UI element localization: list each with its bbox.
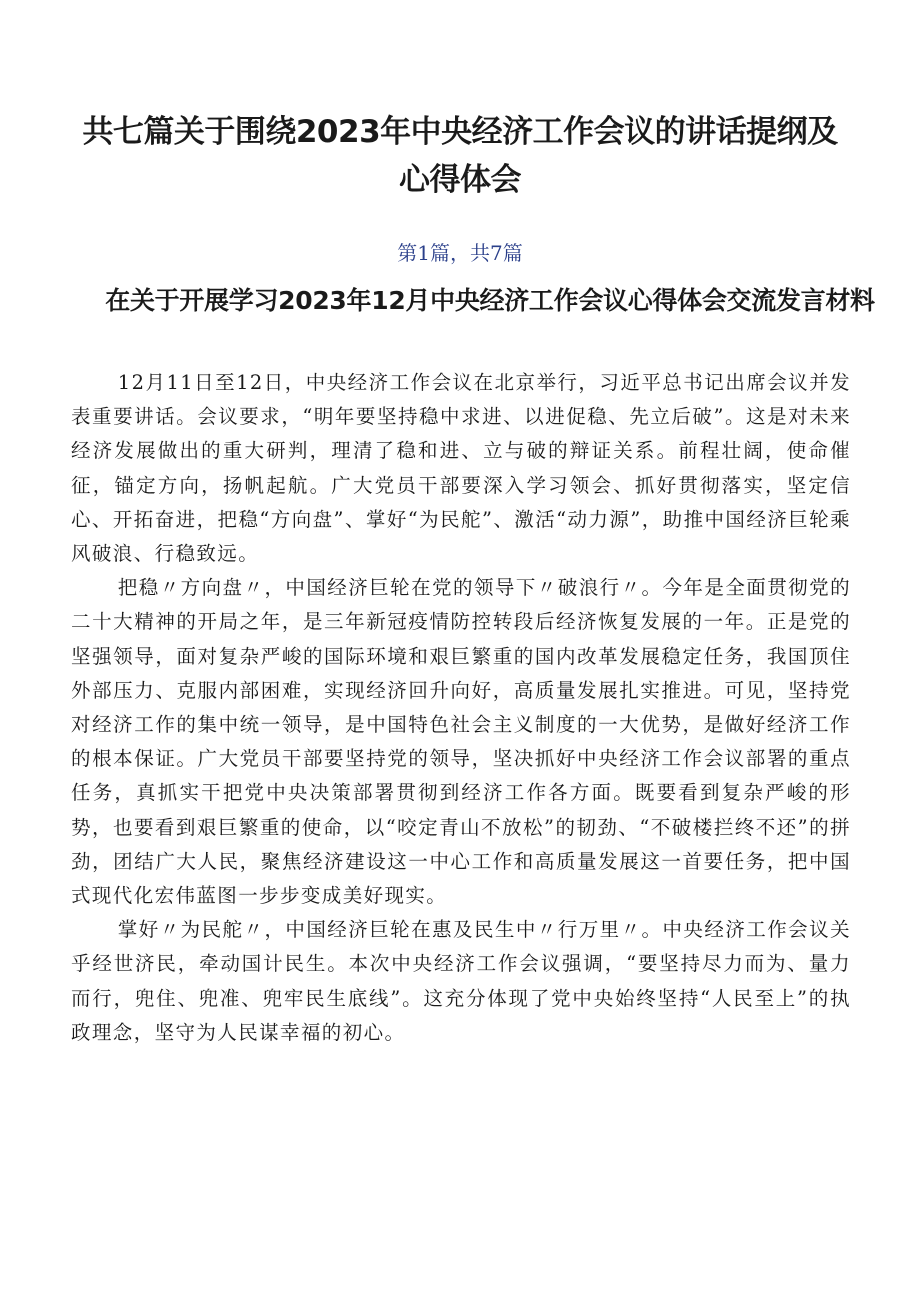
paragraph: 把稳〃方向盘〃，中国经济巨轮在党的领导下〃破浪行〃。今年是全面贯彻党的二十大精神的开局之年，是三年新冠疫情防控转段后经济恢复发展的一年。正是党的坚强领导，面对复杂严峻的国际环境和艰巨繁重的国内改革发展稳定任务，我国顶住外部压力、克服内部困难，实现经济回升向好，高质量发展扎实推进。可见，坚持党对经济工作的集中统一领导，是中国特色社会主义制度的一大优势，是做好经济工作的根本保证。广大党员干部要坚持党的领导，坚决抓好中央经济工作会议部署的重点任务，真抓实干把党中央决策部署贯彻到经济工作各方面。既要看到复杂严峻的形势，也要看到艰巨繁重的使命，以“咬定青山不放松”的韧劲、“不破楼拦终不还”的拼劲，团结广大人民，聚焦经济建设这一中心工作和高质量发展这一首要任务，把中国式现代化宏伟蓝图一步步变成美好现实。 xyxy=(71,576,851,908)
document-title: 共七篇关于围绕2023年中央经济工作会议的讲话提纲及心得体会 xyxy=(82,114,838,198)
paragraph: 掌好〃为民舵〃，中国经济巨轮在惠及民生中〃行万里〃。中央经济工作会议关乎经世济民，牵动国计民生。本次中央经济工作会议强调，“要坚持尽力而为、量力而行，兜住、兜准、兜牢民生底线”。这充分体现了党中央始终坚持“人民至上”的执政理念，坚守为人民谋幸福的初心。 xyxy=(71,918,851,1044)
article-body xyxy=(71,366,851,1050)
part-label: 第1篇，共7篇 xyxy=(397,241,523,265)
paragraph: 12月11日至12日，中央经济工作会议在北京举行，习近平总书记出席会议并发表重要讲话。会议要求，“明年要坚持稳中求进、以进促稳、先立后破”。这是对未来经济发展做出的重大研判，理清了稳和进、立与破的辩证关系。前程壮阔，使命催征，锚定方向，扬帆起航。广大党员干部要深入学习领会、抓好贯彻落实，坚定信心、开拓奋进，把稳“方向盘”、掌好“为民舵”、激活“动力源”，助推中国经济巨轮乘风破浪、行稳致远。 xyxy=(71,371,851,566)
article-title: 在关于开展学习2023年12月中央经济工作会议心得体会交流发言材料 xyxy=(105,286,875,315)
